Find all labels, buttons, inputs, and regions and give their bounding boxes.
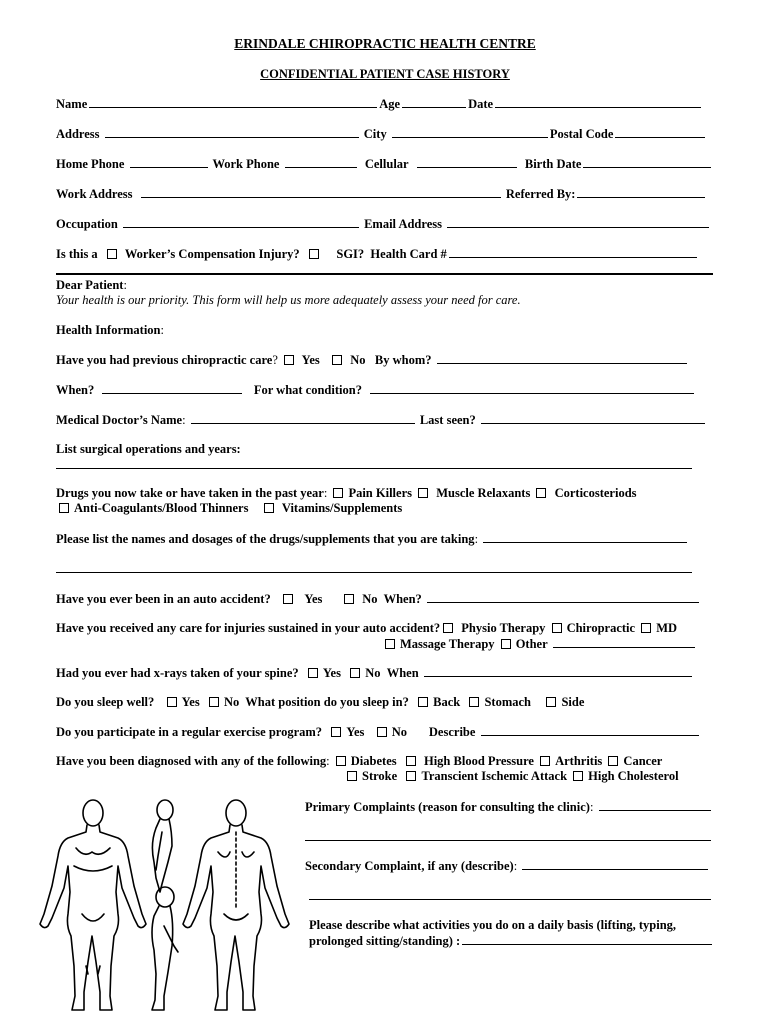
condition-field[interactable] <box>370 382 694 394</box>
row-when-condition <box>56 382 696 398</box>
page-subtitle: CONFIDENTIAL PATIENT CASE HISTORY <box>260 67 510 81</box>
physio-checkbox[interactable] <box>443 623 453 633</box>
vitamins-checkbox[interactable] <box>264 503 274 513</box>
front-body-figure <box>40 800 146 1010</box>
anti-coag-label: Anti-Coagulants/Blood Thinners <box>74 501 249 515</box>
md-checkbox[interactable] <box>641 623 651 633</box>
address-label: Address <box>56 127 100 141</box>
auto-yes-checkbox[interactable] <box>283 594 293 604</box>
side-label: Side <box>561 695 585 709</box>
anti-coag-checkbox[interactable] <box>59 503 69 513</box>
primary-colon: : <box>589 800 594 814</box>
row-secondary <box>305 858 710 874</box>
arthritis-checkbox[interactable] <box>540 756 550 766</box>
secondary-field[interactable] <box>522 858 708 870</box>
med-doc-field[interactable] <box>191 412 415 424</box>
wcb-checkbox[interactable] <box>107 249 117 259</box>
page-title: ERINDALE CHIROPRACTIC HEALTH CENTRE <box>234 36 536 51</box>
activities-label-2: prolonged sitting/standing) : <box>309 934 461 948</box>
list-drugs-label: Please list the names and dosages of the drugs/supplements that you are taking <box>56 532 475 546</box>
sgi-label: SGI? <box>336 247 365 261</box>
drugs-colon: : <box>323 486 328 500</box>
occupation-label: Occupation <box>56 217 118 231</box>
health-info-heading <box>56 323 164 338</box>
dear-patient <box>56 278 127 293</box>
row-xrays <box>56 665 694 681</box>
city-label: City <box>363 127 387 141</box>
xray-when-field[interactable] <box>424 665 692 677</box>
xray-no-label: No <box>365 666 381 680</box>
auto-accident-label: Have you ever been in an auto accident? <box>56 592 271 606</box>
sleep-no-checkbox[interactable] <box>209 697 219 707</box>
sleep-no-label: No <box>223 695 240 709</box>
prev-chiro-yes-checkbox[interactable] <box>284 355 294 365</box>
health-info-label: Health Information <box>56 323 161 337</box>
last-seen-field[interactable] <box>481 412 705 424</box>
body-diagram <box>38 796 300 1018</box>
diagnosed-colon: : <box>326 754 330 768</box>
by-whom-label: By whom? <box>374 353 432 367</box>
massage-label: Massage Therapy <box>400 637 495 651</box>
condition-label: For what condition? <box>253 383 362 397</box>
row-drugs-2 <box>56 501 402 516</box>
secondary-colon: : <box>513 859 518 873</box>
dear-colon: : <box>123 278 127 292</box>
primary-field[interactable] <box>599 799 711 811</box>
row-work-address <box>56 186 707 202</box>
sleep-label: Do you sleep well? <box>56 695 155 709</box>
vitamins-label: Vitamins/Supplements <box>281 501 403 515</box>
secondary-label: Secondary Complaint, if any (describe) <box>305 859 514 873</box>
yes-label: Yes <box>301 353 320 367</box>
row-injury-type <box>56 246 699 262</box>
list-drugs-field[interactable] <box>483 531 687 543</box>
auto-no-checkbox[interactable] <box>344 594 354 604</box>
row-list-drugs <box>56 531 689 547</box>
exercise-no-checkbox[interactable] <box>377 727 387 737</box>
auto-yes-label: Yes <box>304 592 323 606</box>
row-exercise <box>56 724 701 740</box>
exercise-yes-checkbox[interactable] <box>331 727 341 737</box>
sgi-checkbox[interactable] <box>309 249 319 259</box>
row-care-injuries <box>56 621 677 636</box>
pain-killers-checkbox[interactable] <box>333 488 343 498</box>
care-injuries-label: Have you received any care for injuries sustained in your auto accident? <box>56 621 441 635</box>
age-label: Age <box>379 97 401 111</box>
xray-when-label: When <box>386 666 419 680</box>
hbp-checkbox[interactable] <box>406 756 416 766</box>
row-prev-chiro <box>56 352 689 368</box>
sleep-position-label: What position do you sleep in? <box>245 695 409 709</box>
postal-label: Postal Code <box>549 127 614 141</box>
stroke-checkbox[interactable] <box>347 771 357 781</box>
prev-chiro-label: Have you had previous chiropractic care <box>56 353 273 367</box>
muscle-relax-checkbox[interactable] <box>418 488 428 498</box>
exercise-label: Do you participate in a regular exercise program? <box>56 725 323 739</box>
hbp-label: High Blood Pressure <box>423 754 534 768</box>
birth-date-label: Birth Date <box>524 157 582 171</box>
med-doc-label: Medical Doctor’s Name <box>56 413 183 427</box>
referred-field[interactable] <box>577 186 705 198</box>
section-divider <box>56 273 713 275</box>
stroke-label: Stroke <box>362 769 398 783</box>
exercise-yes-label: Yes <box>346 725 365 739</box>
pain-killers-label: Pain Killers <box>348 486 412 500</box>
row-sleep <box>56 695 584 710</box>
activities-field[interactable] <box>462 933 712 945</box>
other-checkbox[interactable] <box>501 639 511 649</box>
occupation-field[interactable] <box>123 216 359 228</box>
list-drugs-colon: : <box>474 532 479 546</box>
health-card-field[interactable] <box>449 246 697 258</box>
cellular-label: Cellular <box>364 157 409 171</box>
row-care-injuries-2 <box>382 636 697 652</box>
primary-field-2[interactable] <box>305 840 711 841</box>
name-label: Name <box>56 97 88 111</box>
row-auto-accident <box>56 591 701 607</box>
is-this-label: Is this a <box>56 247 98 261</box>
md-label: MD <box>656 621 678 635</box>
row-occupation <box>56 216 711 232</box>
name-field[interactable] <box>89 96 377 108</box>
arthritis-label: Arthritis <box>555 754 603 768</box>
chiropractic-label: Chiropractic <box>566 621 636 635</box>
diabetes-label: Diabetes <box>350 754 397 768</box>
massage-checkbox[interactable] <box>385 639 395 649</box>
row-diagnosed-2 <box>344 769 679 784</box>
describe-field[interactable] <box>481 724 699 736</box>
other-field[interactable] <box>553 636 695 648</box>
activities-label-1: Please describe what activities you do on a daily basis (lifting, typing, <box>309 918 677 932</box>
referred-label: Referred By: <box>505 187 576 201</box>
cellular-field[interactable] <box>417 156 517 168</box>
row-diagnosed <box>56 754 662 769</box>
xray-yes-label: Yes <box>322 666 341 680</box>
back-checkbox[interactable] <box>418 697 428 707</box>
when-field[interactable] <box>102 382 242 394</box>
side-body-figure <box>152 800 178 1010</box>
intro-text: Your health is our priority. This form will help us more adequately assess your need for care. <box>56 293 521 307</box>
surgical-field[interactable] <box>56 468 692 469</box>
work-phone-label: Work Phone <box>212 157 280 171</box>
email-field[interactable] <box>447 216 709 228</box>
back-body-figure <box>183 800 289 1010</box>
xray-no-checkbox[interactable] <box>350 668 360 678</box>
cortico-checkbox[interactable] <box>536 488 546 498</box>
cholesterol-checkbox[interactable] <box>573 771 583 781</box>
back-label: Back <box>433 695 461 709</box>
side-checkbox[interactable] <box>546 697 556 707</box>
work-phone-field[interactable] <box>285 156 357 168</box>
cancer-checkbox[interactable] <box>608 756 618 766</box>
home-phone-field[interactable] <box>130 156 208 168</box>
other-label: Other <box>515 637 548 651</box>
work-address-field[interactable] <box>141 186 501 198</box>
postal-field[interactable] <box>615 126 705 138</box>
cholesterol-label: High Cholesterol <box>588 769 679 783</box>
xrays-label: Had you ever had x-rays taken of your spine? <box>56 666 299 680</box>
tia-label: Transcient Ischemic Attack <box>421 769 568 783</box>
row-drugs <box>56 486 637 501</box>
tia-checkbox[interactable] <box>406 771 416 781</box>
birth-date-field[interactable] <box>583 156 711 168</box>
primary-label: Primary Complaints (reason for consulting the clinic) <box>305 800 590 814</box>
auto-when-label: When? <box>383 592 422 606</box>
cancer-label: Cancer <box>623 754 663 768</box>
email-label: Email Address <box>364 217 442 231</box>
exercise-no-label: No <box>391 725 408 739</box>
work-address-label: Work Address <box>56 187 133 201</box>
by-whom-field[interactable] <box>437 352 687 364</box>
row-phones <box>56 156 713 172</box>
dear-label: Dear Patient <box>56 278 124 292</box>
drugs-label: Drugs you now take or have taken in the past year <box>56 486 324 500</box>
when-label: When? <box>56 383 95 397</box>
list-drugs-field-2[interactable] <box>56 572 692 573</box>
sleep-yes-checkbox[interactable] <box>167 697 177 707</box>
address-field[interactable] <box>105 126 359 138</box>
auto-no-label: No <box>362 592 378 606</box>
row-name <box>56 96 703 112</box>
med-doc-colon: : <box>182 413 186 427</box>
row-medical-doctor <box>56 412 707 428</box>
sleep-yes-label: Yes <box>181 695 200 709</box>
diabetes-checkbox[interactable] <box>336 756 346 766</box>
stomach-label: Stomach <box>484 695 531 709</box>
prev-chiro-no-checkbox[interactable] <box>332 355 342 365</box>
last-seen-label: Last seen? <box>419 413 476 427</box>
row-activities <box>309 933 714 949</box>
surgical-label: List surgical operations and years: <box>56 442 241 456</box>
physio-label: Physio Therapy <box>461 621 546 635</box>
date-label: Date <box>468 97 494 111</box>
home-phone-label: Home Phone <box>56 157 125 171</box>
age-field[interactable] <box>402 96 466 108</box>
wcb-label: Worker’s Compensation Injury? <box>124 247 300 261</box>
xray-yes-checkbox[interactable] <box>308 668 318 678</box>
health-card-label: Health Card # <box>370 247 447 261</box>
chiropractic-checkbox[interactable] <box>552 623 562 633</box>
muscle-relax-label: Muscle Relaxants <box>436 486 531 500</box>
describe-label: Describe <box>428 725 476 739</box>
row-address <box>56 126 707 142</box>
row-primary <box>305 799 713 815</box>
city-field[interactable] <box>392 126 548 138</box>
stomach-checkbox[interactable] <box>469 697 479 707</box>
cortico-label: Corticosteriods <box>554 486 637 500</box>
secondary-field-2[interactable] <box>309 899 711 900</box>
no-label: No <box>350 353 366 367</box>
auto-when-field[interactable] <box>427 591 699 603</box>
prev-chiro-qmark: ? <box>272 353 278 367</box>
health-info-colon: : <box>160 323 164 337</box>
diagnosed-label: Have you been diagnosed with any of the following <box>56 754 327 768</box>
date-field[interactable] <box>495 96 701 108</box>
